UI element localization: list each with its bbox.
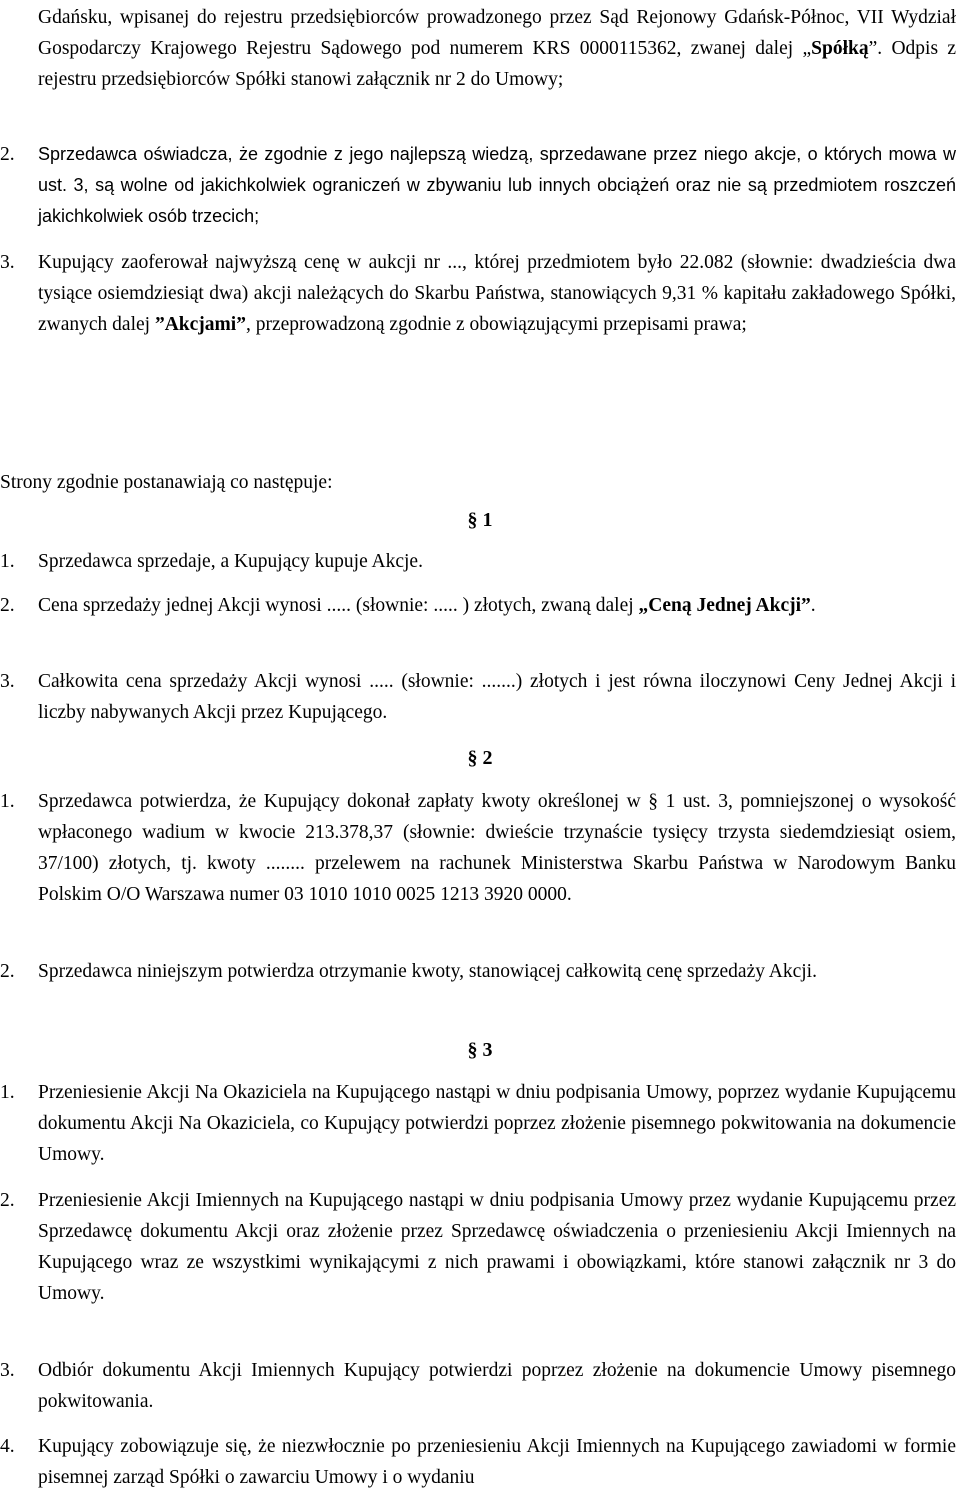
section-1-item-1 [0, 546, 956, 577]
section-heading-2: § 2 [467, 747, 493, 769]
item-text: Sprzedawca niniejszym potwierdza otrzymanie kwoty, stanowiącej całkowitą cenę sprzedaży Akcji. [38, 961, 817, 982]
item-number: 2. [0, 144, 15, 165]
preamble-item-3 [0, 247, 956, 340]
item-number: 4. [0, 1436, 15, 1457]
item-text: Odbiór dokumentu Akcji Imiennych Kupujący potwierdzi poprzez złożenie na dokumencie Umowy pisemnego pokwitowania. [38, 1360, 956, 1412]
item-number: 3. [0, 252, 15, 273]
item-text: Przeniesienie Akcji Na Okaziciela na Kupującego nastąpi w dniu podpisania Umowy, poprzez wydanie Kupującemu dokumentu Akcji Na Okaziciela, co Kupujący potwierdzi poprzez złożenie pisemnego pokwitowania na dokumencie Umowy. [38, 1082, 956, 1165]
intro-line-3-pre: KRS 0000115362, zwanej dalej „ [532, 38, 812, 59]
item-text-pre: Kupujący zaoferował najwyższą cenę w aukcji nr ..., której przedmiotem było 22.082 (słownie: dwadzieścia dwa tysiące osiemdziesiąt dwa) akcji należących do Skarbu Państwa, stanowiących 9,31 % kapitału zakładowego Spółki, zwanych dalej [38, 252, 956, 335]
item-text: Przeniesienie Akcji Imiennych na Kupującego nastąpi w dniu podpisania Umowy przez wydanie Kupującemu przez Sprzedawcę dokumentu Akcji oraz złożenie przez Sprzedawcę oświadczenia o przeniesieniu Akcji Imiennych na Kupującego wraz ze wszystkimi wynikającymi z nich prawami i obowiązkami, które stanowi załącznik nr 3 do Umowy. [38, 1190, 956, 1304]
section-3-item-4 [0, 1431, 956, 1493]
item-number: 3. [0, 671, 15, 692]
section-1-item-2 [0, 590, 956, 621]
company-defined-term: Spółką [811, 38, 869, 59]
item-number: 1. [0, 551, 15, 572]
intro-line-3-post: ”. Odpis z rejestru przedsiębiorców Spółki [38, 38, 956, 90]
item-text-pre: Cena sprzedaży jednej Akcji wynosi ..... (słownie: ..... ) złotych, zwaną dalej [38, 595, 639, 616]
item-text-post: . [810, 595, 816, 616]
item-text [38, 590, 956, 621]
shares-defined-term: ”Akcjami” [154, 314, 246, 335]
section-3-item-2 [0, 1185, 956, 1309]
section-2-item-2 [0, 956, 956, 987]
section-3-item-3 [0, 1355, 956, 1417]
item-number: 2. [0, 961, 15, 982]
item-number: 2. [0, 595, 15, 616]
intro-paragraph [38, 2, 956, 95]
preamble-item-2 [0, 139, 956, 232]
section-3-item-1 [0, 1077, 956, 1170]
intro-line-1: Gdańsku, wpisanej do rejestru przedsiębiorców prowadzonego przez Sąd Rejonowy [38, 7, 717, 28]
item-text: Sprzedawca sprzedaje, a Kupujący kupuje Akcje. [38, 551, 423, 572]
item-text: Sprzedawca oświadcza, że zgodnie z jego najlepszą wiedzą, sprzedawane przez niego akcje, o których mowa w ust. 3, są wolne od jakichkolwiek ograniczeń w zbywaniu lub innych obciążeń oraz nie są przedmiotem roszczeń jakichkolwiek osób trzecich; [38, 144, 956, 226]
unit-price-defined-term: „Ceną Jednej Akcji” [638, 595, 811, 616]
item-text: Sprzedawca potwierdza, że Kupujący dokonał zapłaty kwoty określonej w § 1 ust. 3, pomniejszonej o wysokość wpłaconego wadium w kwocie 213.378,37 (słownie: dwieście trzynaście tysięcy trzysta siedemdziesiąt osiem, 37/100) złotych, tj. kwoty ........ przelewem na rachunek Ministerstwa Skarbu Państwa w Narodowym Banku Polskim O/O Warszawa numer 03 1010 1010 0025 1213 3920 0000. [38, 791, 956, 905]
section-2-item-1 [0, 786, 956, 910]
intro-line-4: stanowi załącznik nr 2 do Umowy; [290, 69, 564, 90]
item-number: 1. [0, 791, 15, 812]
section-1-item-3 [0, 666, 956, 728]
intro-line-2: Gdańsk-Północ, VII Wydział Gospodarczy Krajowego Rejestru Sądowego pod numerem [38, 7, 957, 59]
item-number: 1. [0, 1082, 15, 1103]
item-text: Kupujący zobowiązuje się, że niezwłocznie po przeniesieniu Akcji Imiennych na Kupującego zawiadomi w formie pisemnej zarząd Spółki o zawarciu Umowy i o wydaniu [38, 1436, 956, 1488]
item-number: 2. [0, 1190, 15, 1211]
section-heading-3: § 3 [467, 1039, 493, 1061]
agreement-intro: Strony zgodnie postanawiają co następuje: [0, 472, 333, 493]
item-text-post: , przeprowadzoną zgodnie z obowiązującymi przepisami prawa; [245, 314, 747, 335]
item-text [38, 247, 956, 340]
item-text: Całkowita cena sprzedaży Akcji wynosi ..... (słownie: .......) złotych i jest równa iloczynowi Ceny Jednej Akcji i liczby nabywanych Akcji przez Kupującego. [38, 671, 956, 723]
item-number: 3. [0, 1360, 15, 1381]
section-heading-1: § 1 [467, 509, 493, 531]
